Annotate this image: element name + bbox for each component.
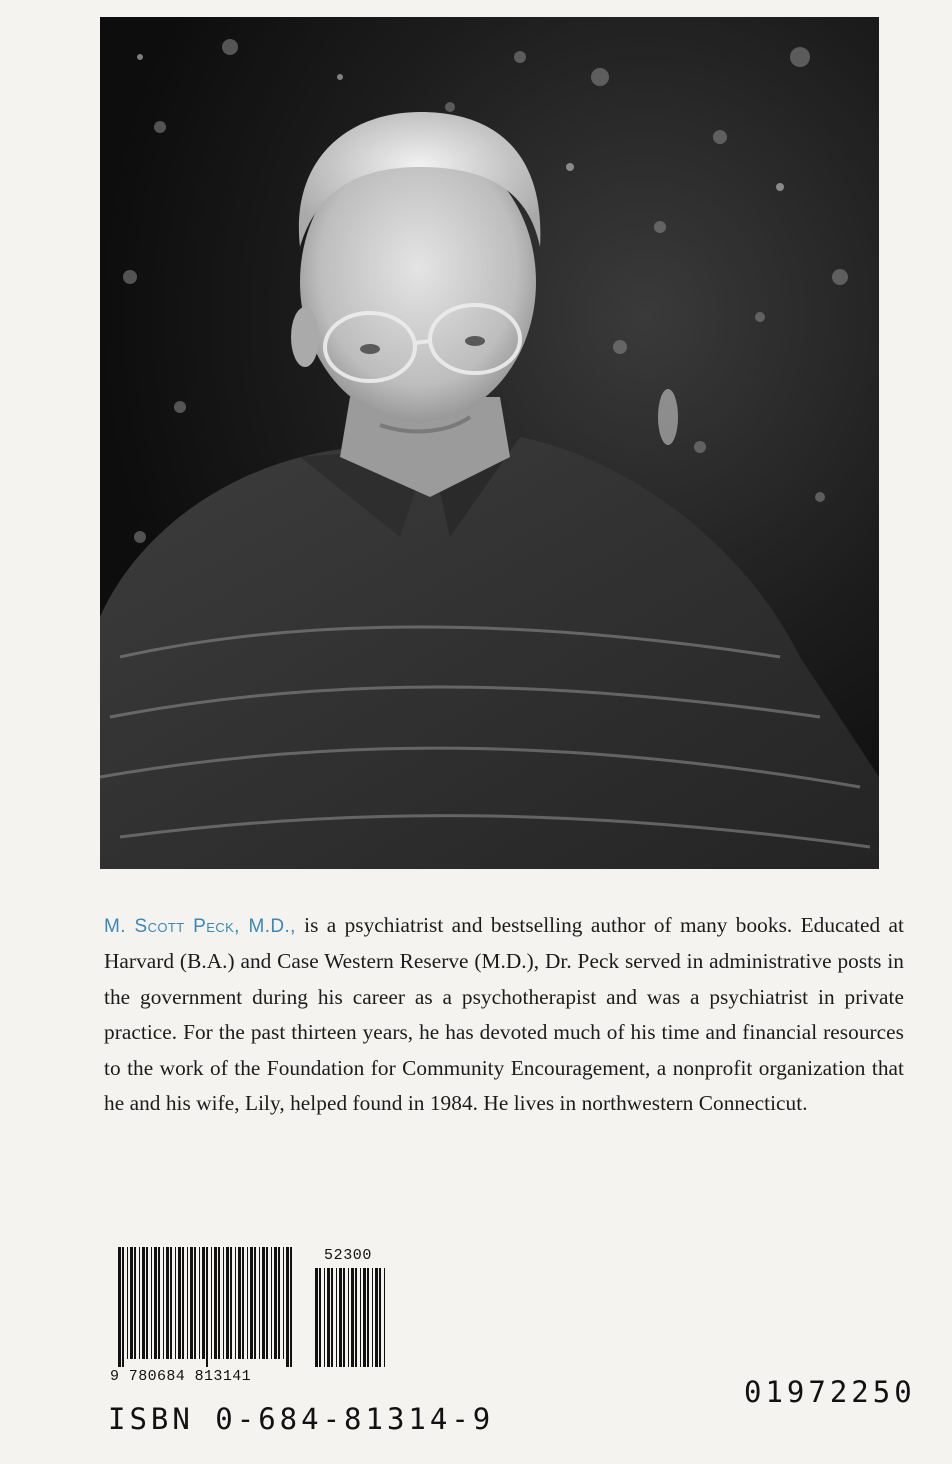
- barcode-bar: [351, 1268, 354, 1367]
- barcode-bar: [278, 1247, 280, 1359]
- barcode-bar: [266, 1247, 268, 1359]
- barcode-bar: [199, 1247, 200, 1359]
- barcode-bar: [194, 1247, 196, 1359]
- barcode-bar: [355, 1268, 357, 1367]
- barcode-bar: [259, 1247, 260, 1359]
- barcode-bar: [130, 1247, 133, 1359]
- barcode-bar: [158, 1247, 160, 1359]
- barcode-bar: [182, 1247, 184, 1359]
- author-bio: [104, 908, 904, 1121]
- barcode-bar: [146, 1247, 148, 1359]
- barcode-bar: [242, 1247, 244, 1359]
- addon-barcode: [315, 1268, 387, 1367]
- author-photo: [100, 17, 879, 869]
- barcode-bar: [360, 1268, 361, 1367]
- barcode-bar: [327, 1268, 330, 1367]
- barcode-bar: [190, 1247, 193, 1359]
- barcode-bar: [230, 1247, 232, 1359]
- barcode-bar: [336, 1268, 337, 1367]
- barcode-bar: [118, 1247, 121, 1367]
- barcode-bar: [170, 1247, 172, 1359]
- barcode-bar: [206, 1247, 208, 1367]
- barcode-bar: [271, 1247, 272, 1359]
- barcode-bar: [134, 1247, 136, 1359]
- barcode-bar: [142, 1247, 145, 1359]
- bio-text: is a psychiatrist and bestselling author of many books. Educated at Harvard (B.A.) and Case Western Reserve (M.D.), Dr. Peck served in administrative posts in the government during his career as a psychotherapist and was a psychiatrist in private practice. For the past thirteen years, he has devoted much of his time and financial resources to the work of the Foundation for Community Encouragement, a nonprofit organization that he and his wife, Lily, helped found in 1984. He lives in northwestern Connecticut.: [104, 913, 904, 1116]
- addon-digits: 52300: [324, 1247, 373, 1264]
- barcode-bar: [139, 1247, 140, 1359]
- barcode-bar: [175, 1247, 176, 1359]
- author-name: M. Scott Peck, M.D.,: [104, 916, 296, 937]
- author-portrait-image: [100, 17, 879, 869]
- barcode-bar: [319, 1268, 321, 1367]
- barcode-bar: [187, 1247, 188, 1359]
- barcode-bar: [211, 1247, 212, 1359]
- bio-paragraph: [104, 908, 904, 1121]
- barcode-bar: [218, 1247, 220, 1359]
- catalog-code: 01972250: [744, 1375, 916, 1409]
- barcode-bar: [262, 1247, 265, 1359]
- barcode-bar: [372, 1268, 373, 1367]
- barcode-bar: [151, 1247, 152, 1359]
- barcode-bar: [324, 1268, 325, 1367]
- barcode-bar: [214, 1247, 217, 1359]
- barcode-bar: [315, 1268, 318, 1367]
- barcode-bar: [348, 1268, 349, 1367]
- barcode-bar: [122, 1247, 124, 1367]
- barcode-bar: [235, 1247, 236, 1359]
- barcode-bar: [163, 1247, 164, 1359]
- barcode-bar: [379, 1268, 381, 1367]
- barcode-bar: [367, 1268, 369, 1367]
- barcode-bar: [384, 1268, 385, 1367]
- barcode-bar: [339, 1268, 342, 1367]
- barcode-bar: [247, 1247, 248, 1359]
- barcode-bar: [202, 1247, 205, 1359]
- isbn-number: ISBN 0-684-81314-9: [108, 1402, 495, 1436]
- barcode-bar: [286, 1247, 289, 1367]
- barcode-bar: [223, 1247, 224, 1359]
- barcode-bar: [178, 1247, 181, 1359]
- barcode-bar: [290, 1247, 292, 1367]
- barcode-bar: [127, 1247, 128, 1359]
- barcode-bar: [331, 1268, 333, 1367]
- ean-barcode: [118, 1247, 294, 1367]
- barcode-bar: [250, 1247, 253, 1359]
- ean-digits: 9 780684 813141: [110, 1368, 252, 1385]
- barcode-bar: [283, 1247, 284, 1359]
- barcode-bar: [238, 1247, 241, 1359]
- barcode-bar: [375, 1268, 378, 1367]
- barcode-bar: [154, 1247, 157, 1359]
- barcode-bar: [343, 1268, 345, 1367]
- barcode-bar: [363, 1268, 366, 1367]
- barcode-bar: [274, 1247, 277, 1359]
- barcode-bar: [166, 1247, 169, 1359]
- barcode-bar: [226, 1247, 229, 1359]
- barcode-bar: [254, 1247, 256, 1359]
